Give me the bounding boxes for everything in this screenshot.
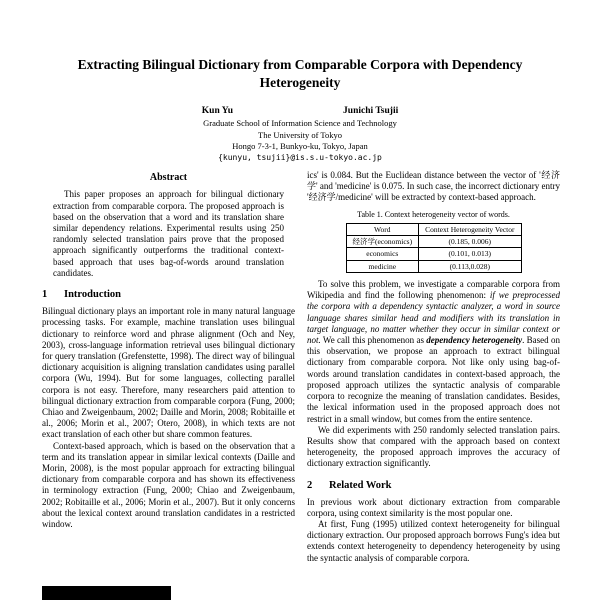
affiliation-line-3: Hongo 7-3-1, Bunkyo-ku, Tokyo, Japan — [232, 140, 368, 151]
paragraph-text: To solve this problem, we investigate a comparable corpora from Wikipedia and find the following phenomenon: — [307, 279, 560, 301]
section-heading-related-work — [307, 479, 560, 492]
table-header-vector: Context Heterogeneity Vector — [419, 223, 521, 235]
paper-title: Extracting Bilingual Dictionary from Comparable Corpora with Dependency Heterogeneity — [77, 57, 523, 91]
table-row — [346, 235, 521, 247]
paragraph: Context-based approach, which is based on the observation that a term and its translation appear in similar lexical contexts (Daille and Morin, 2008), is the most popular approach for extracting bilingual dictionary from comparable corpora and has shown its effectiveness in terminology extraction (Fung, 2000; Chiao and Zweigenbaum, 2002; Robitaille et al., 2006; Morin et al., 2007). But it only concerns about the lexical context around translation candidates in a restricted window. — [42, 440, 295, 529]
section-heading-introduction — [42, 288, 295, 301]
paragraph-italic-text: if we preprocessed the corpora with a dependency syntactic analyzer, a word in source language shares similar head and modifiers with its translation in target language, no matter whether they occur in similar context or not. — [307, 290, 560, 346]
affiliation-line-2: The University of Tokyo — [258, 129, 342, 140]
abstract-text: This paper proposes an approach for bilingual dictionary extraction from comparable corpora. The proposed approach is based on the observation that a word and its translation share similar dependency relations. Experimental results using 250 randomly selected translation pairs prove that the proposed approach significantly outperforms the traditional context-based approach that uses bag-of-words around translation candidates. — [53, 189, 284, 278]
author-row — [0, 106, 600, 116]
table-header-row — [346, 223, 521, 235]
paragraph: At first, Fung (1995) utilized context heterogeneity for bilingual dictionary extraction. Our proposed approach borrows Fung's idea but extends context heterogeneity to dependency heterogeneity by using the syntactic analysis of comparable corpora. — [307, 518, 560, 563]
right-column — [307, 170, 560, 564]
section-title: Related Work — [329, 479, 392, 491]
section-number: 2 — [307, 479, 313, 491]
table-row — [346, 248, 521, 260]
left-column — [42, 170, 295, 530]
cutoff-figure-bar — [42, 586, 171, 600]
paragraph-text: We call this phenomenon as — [320, 335, 427, 346]
table-cell-vector: (0.113,0.028) — [419, 260, 521, 272]
author-name-2: Junichi Tsujii — [343, 106, 399, 117]
affiliation-block — [0, 118, 600, 163]
table-header-word: Word — [346, 223, 419, 235]
author-name-1: Kun Yu — [201, 106, 234, 117]
table-cell-vector: (0.101, 0.013) — [419, 248, 521, 260]
table-cell-word: 经济学(economics) — [346, 235, 419, 247]
paragraph: Bilingual dictionary plays an important role in many natural language processing tasks. For example, machine translation uses bilingual dictionary to reinforce word and phrase alignment (Och and Ney, 2003), cross-language information retrieval uses bilingual dictionary for query translation (Grefenstette, 1998). The direct way of bilingual dictionary acquisition is aligning translation candidates using parallel corpora (Wu, 1994). But for some languages, collecting parallel corpora is not easy. Therefore, many researchers paid attention to bilingual dictionary extraction from comparable corpora (Fung, 2000; Chiao and Zweigenbaum, 2002; Daille and Morin, 2008; Robitaille et al., 2006; Morin et al., 2007; Otero, 2008), in which texts are not exact translation of each other but share common features. — [42, 306, 295, 440]
paragraph — [307, 279, 560, 425]
table-cell-word: medicine — [346, 260, 419, 272]
paragraph: In previous work about dictionary extraction from comparable corpora, using context similarity is the most popular one. — [307, 496, 560, 518]
paper-header — [0, 56, 600, 164]
section-number: 1 — [42, 289, 48, 301]
context-heterogeneity-table — [346, 223, 522, 274]
table-cell-word: economics — [346, 248, 419, 260]
term-dependency-heterogeneity: dependency heterogeneity — [426, 335, 523, 346]
affiliation-line-1: Graduate School of Information Science and Technology — [203, 118, 397, 129]
paragraph-continuation: ics' is 0.084. But the Euclidean distance between the vector of '经济学' and 'medicine' is 0.075. In such case, the incorrect dictionary entry '经济学/medicine' will be extracted by context-based approach. — [307, 170, 560, 203]
table-cell-vector: (0.185, 0.006) — [419, 235, 521, 247]
paragraph-text: . Based on this observation, we propose an approach to extract bilingual dictionary from comparable corpora. Not like only using bag-of-words around translation candidates in context-based approach, the proposed approach utilizes the syntactic analysis of comparable corpora to recognize the meaning of translation candidates. Besides, the lexical information used in the proposed approach does not restrict in a small window, but comes from the entire sentence. — [307, 335, 560, 424]
table-row — [346, 260, 521, 272]
section-title: Introduction — [64, 289, 121, 301]
paragraph: We did experiments with 250 randomly selected translation pairs. Results show that compared with the approach based on context heterogeneity, the proposed approach improves the accuracy of dictionary extraction significantly. — [307, 424, 560, 469]
abstract-heading: Abstract — [149, 172, 188, 183]
table-caption: Table 1. Context heterogeneity vector of words. — [357, 209, 510, 219]
author-email: {kunyu, tsujii}@is.s.u-tokyo.ac.jp — [218, 153, 382, 163]
